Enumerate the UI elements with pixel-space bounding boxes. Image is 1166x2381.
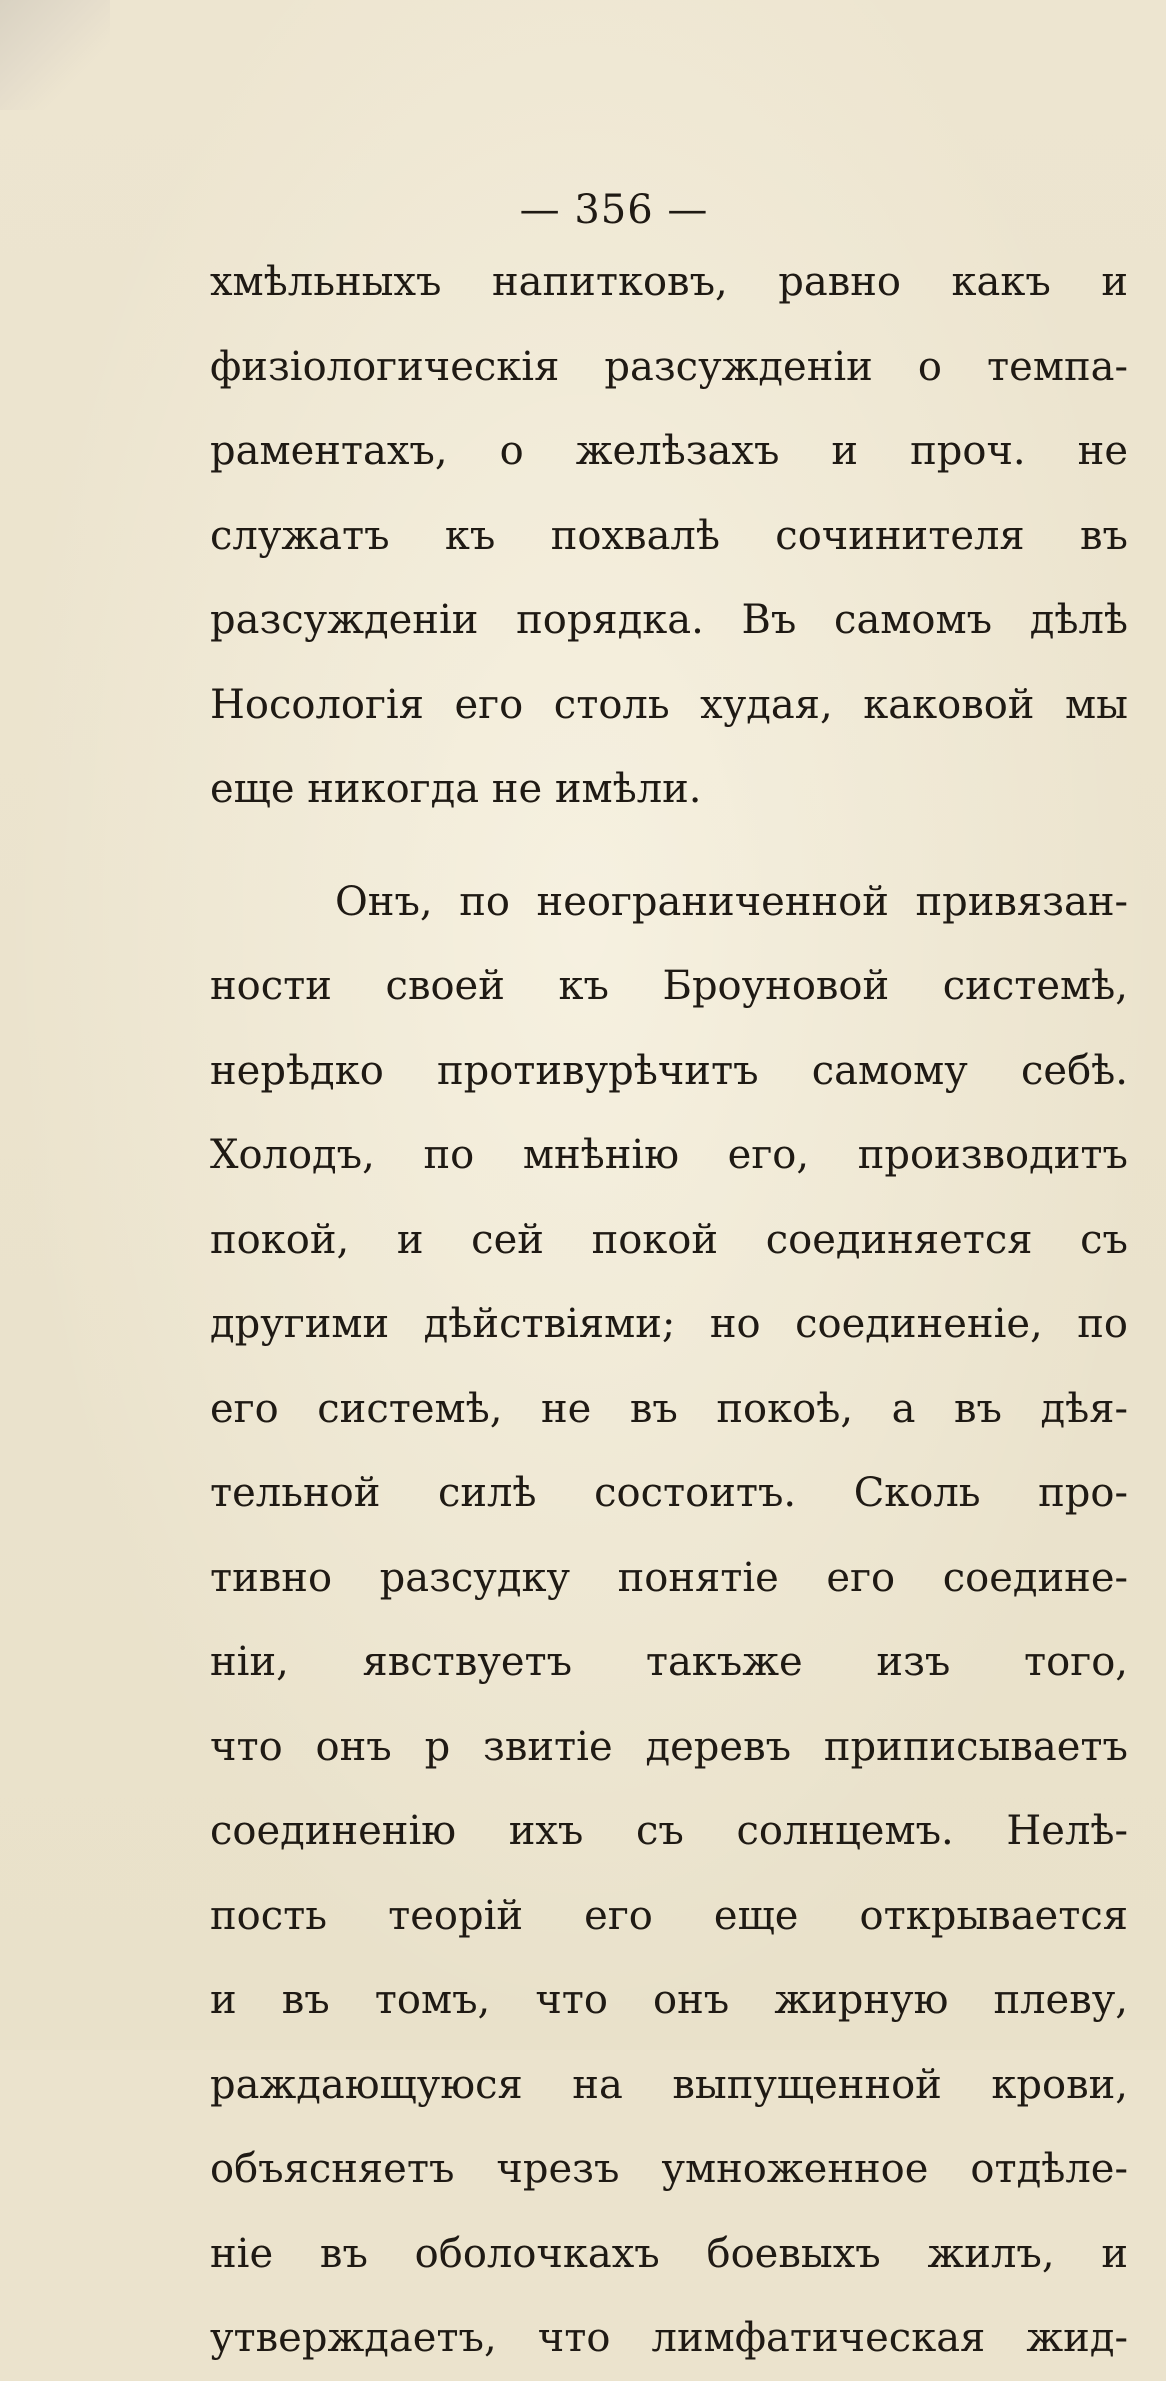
text-line: покой, и сей покой соединяется съ (210, 1216, 1128, 1263)
text-line: ніи, явствуетъ такъже изъ того, (210, 1639, 1128, 1685)
page-number: — 356 — (519, 187, 709, 233)
paragraph-gap (210, 832, 1128, 860)
text-line: ности своей къ Броуновой системѣ, (210, 963, 1128, 1009)
text-line: нерѣдко противурѣчитъ самому себѣ. (210, 1047, 1128, 1094)
text-line: пость теорій его еще открывается (210, 1892, 1128, 1939)
text-line: и въ томъ, что онъ жирную плеву, (210, 1977, 1128, 2023)
text-line: утверждаетъ, что лимфатическая жид- (210, 2315, 1128, 2361)
text-line: тельной силѣ состоитъ. Сколь про- (210, 1470, 1128, 1516)
text-line: ніе въ оболочкахъ боевыхъ жилъ, и (210, 2230, 1128, 2277)
text-line: соединенію ихъ съ солнцемъ. Нелѣ- (210, 1808, 1128, 1854)
text-line: Онъ, по неограниченной привязан- (335, 878, 1128, 925)
page-text (210, 180, 1128, 2381)
text-line: его системѣ, не въ покоѣ, а въ дѣя- (210, 1385, 1128, 1432)
text-line: что онъ р звитіе деревъ приписываетъ (210, 1723, 1128, 1770)
text-line: Носологія его столь худая, каковой мы (210, 681, 1128, 728)
text-line: разсужденіи порядка. Въ самомъ дѣлѣ (210, 597, 1128, 643)
text-line: Холодъ, по мнѣнію его, производитъ (210, 1132, 1128, 1178)
text-line: служатъ къ похвалѣ сочинителя въ (210, 512, 1128, 559)
page-corner-shadow (0, 0, 110, 110)
text-line: физіологическія разсужденіи о темпа- (210, 343, 1128, 390)
text-line: раждающуюся на выпущенной крови, (210, 2061, 1128, 2108)
text-line: другими дѣйствіями; но соединеніе, по (210, 1301, 1128, 1347)
text-line: еще никогда не имѣли. (210, 766, 702, 812)
text-line: хмѣльныхъ напитковъ, равно какъ и (210, 259, 1128, 305)
text-line: тивно разсудку понятіе его соедине- (210, 1554, 1128, 1601)
text-line: объясняетъ чрезъ умноженное отдѣле- (210, 2146, 1128, 2192)
text-line: раментахъ, о желѣзахъ и проч. не (210, 428, 1128, 474)
